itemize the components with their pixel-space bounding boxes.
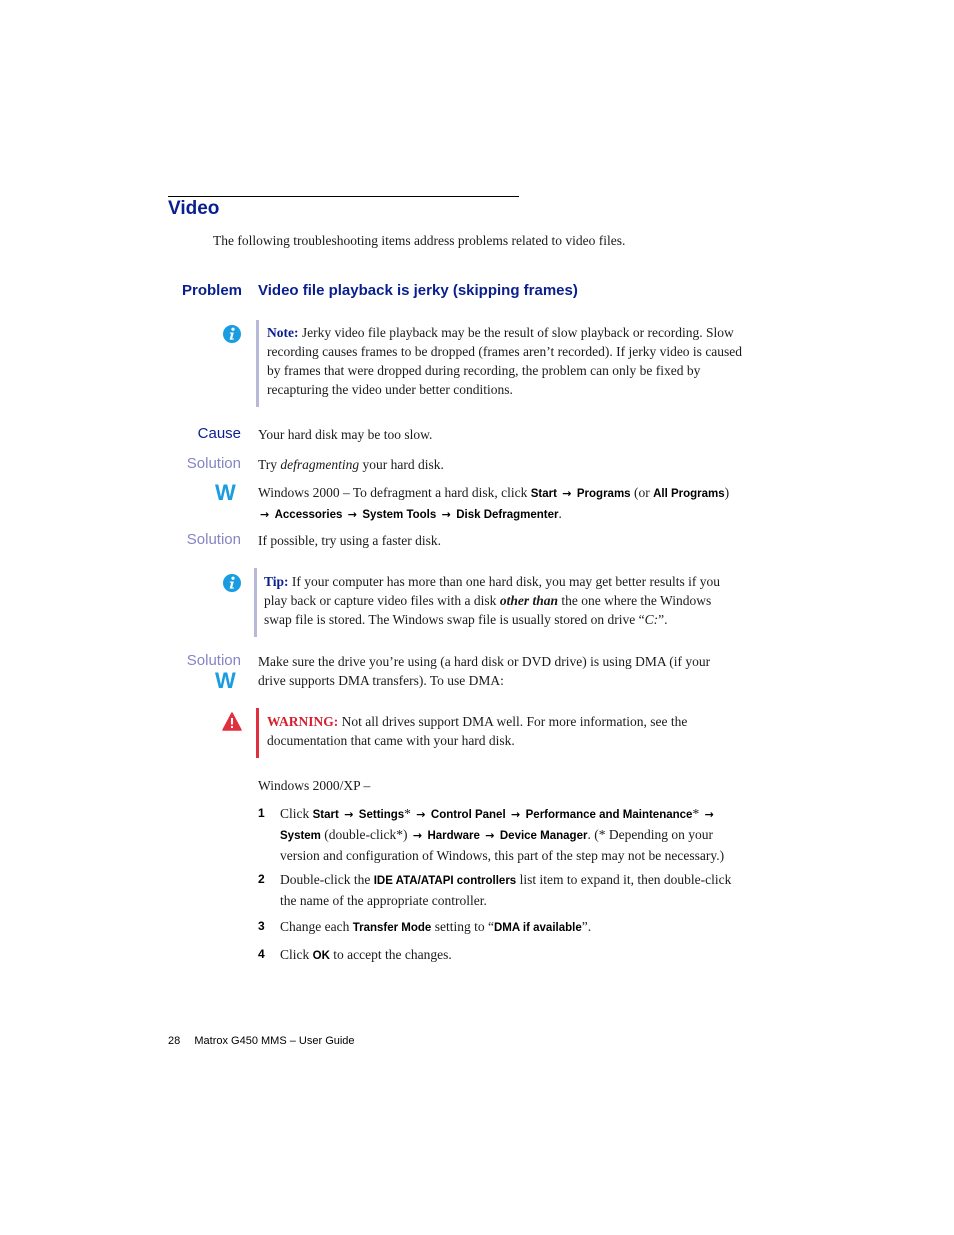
- system-tools-menu-ref: System Tools: [362, 509, 437, 521]
- or-text: (or: [633, 485, 650, 500]
- warning-lead: WARNING:: [267, 714, 339, 729]
- step3-post: ”.: [581, 919, 592, 934]
- double-click-note: (double-click*): [324, 827, 408, 842]
- device-manager-ref: Device Manager: [499, 830, 588, 842]
- step4-post: to accept the changes.: [333, 947, 452, 962]
- tip-part1: If your computer has more than one hard disk, you may get better results if you play back or capture video files with a disk: [264, 574, 721, 608]
- period: .: [558, 506, 562, 521]
- accessories-menu-ref: Accessories: [274, 509, 343, 521]
- performance-maintenance-ref: Performance and Maintenance: [525, 809, 693, 821]
- cause-text: Your hard disk may be too slow.: [258, 427, 433, 442]
- settings-menu-ref: Settings: [358, 809, 405, 821]
- step1-click: Click: [280, 806, 310, 821]
- arrow-icon: →: [416, 808, 426, 821]
- disk-defragmenter-menu-ref: Disk Defragmenter: [456, 509, 559, 521]
- arrow-icon: →: [562, 487, 572, 500]
- info-icon: [222, 324, 242, 344]
- transfer-mode-ref: Transfer Mode: [352, 922, 432, 934]
- arrow-icon: →: [511, 808, 521, 821]
- windows-icon: W: [215, 480, 235, 505]
- solution-label-2: Solution: [186, 531, 241, 548]
- tip-bar: [254, 568, 257, 637]
- start-menu-ref: Start: [530, 488, 557, 500]
- guide-title: Matrox G450 MMS – User Guide: [194, 1035, 355, 1047]
- windows-icon: W: [215, 668, 235, 693]
- intro-text: The following troubleshooting items address problems related to video files.: [213, 233, 626, 248]
- step-number-1: 1: [258, 806, 265, 820]
- warning-icon: [222, 712, 242, 731]
- arrow-icon: →: [704, 808, 714, 821]
- step-3: [280, 917, 742, 938]
- win2000-os: Windows 2000: [258, 485, 340, 500]
- solution1-rest: your hard disk.: [362, 457, 444, 472]
- step3-mid: setting to “: [434, 919, 494, 934]
- arrow-icon: →: [344, 808, 354, 821]
- arrow-icon: →: [441, 508, 451, 521]
- step2-post: list item to expand it, then double-click the name of the appropriate controller.: [280, 872, 732, 908]
- warning-bar: [256, 708, 259, 758]
- solution-text-2: If possible, try using a faster disk.: [258, 533, 441, 548]
- asterisk: *: [404, 806, 411, 821]
- problem-label: Problem: [182, 282, 243, 299]
- step3-pre: Change each: [280, 919, 350, 934]
- solution-label-3: Solution: [186, 652, 241, 669]
- note-box: [267, 323, 745, 399]
- info-icon: [222, 573, 242, 593]
- tip-drive: C:: [644, 612, 659, 627]
- tip-italic: other than: [499, 593, 558, 608]
- arrow-icon: →: [347, 508, 357, 521]
- tip-lead: Tip:: [264, 574, 289, 589]
- note-lead: Note:: [267, 325, 299, 340]
- arrow-icon: →: [412, 829, 423, 842]
- start-menu-ref: Start: [312, 809, 339, 821]
- step-4: [280, 945, 742, 966]
- note-bar: [256, 320, 259, 407]
- problem-title: Video file playback is jerky (skipping frames): [258, 282, 578, 299]
- arrow-icon: →: [485, 829, 495, 842]
- dma-value-ref: DMA if available: [493, 922, 582, 934]
- warning-box: [267, 712, 737, 750]
- control-panel-ref: Control Panel: [430, 809, 506, 821]
- tip-box: [264, 572, 742, 629]
- solution1-italic: defragmenting: [280, 457, 360, 472]
- hardware-tab-ref: Hardware: [427, 830, 480, 842]
- ide-controllers-ref: IDE ATA/ATAPI controllers: [373, 875, 517, 887]
- step-number-4: 4: [258, 947, 265, 961]
- winxp-heading: Windows 2000/XP –: [258, 778, 371, 793]
- asterisk: *: [692, 806, 700, 821]
- system-ref: System: [280, 830, 321, 842]
- step-number-3: 3: [258, 919, 265, 933]
- solution-text-1: [258, 455, 444, 474]
- step1-rest: . (* Depending on your version and configuration of Windows, this part of the step may not be necessary.): [280, 827, 725, 863]
- tip-part2: the one where the Windows swap file is stored. The Windows swap file is usually stored on drive “: [264, 593, 712, 627]
- tip-part3: ”.: [658, 612, 668, 627]
- section-title: Video: [168, 198, 220, 219]
- step2-pre: Double-click the: [280, 872, 371, 887]
- win2000-dash: – To defragment a hard disk, click: [339, 485, 528, 500]
- section-rule: [168, 196, 519, 197]
- page-footer: [168, 1035, 355, 1047]
- step4-pre: Click: [280, 947, 310, 962]
- solution1-try: Try: [258, 457, 278, 472]
- step-1: [280, 804, 742, 865]
- solution-label-1: Solution: [186, 455, 241, 472]
- note-text: Jerky video file playback may be the result of slow playback or recording. Slow recording causes frames to be dropped (frames aren’t recorded). If jerky video is caused by frames that were dropped during recording, the problem can only be fixed by recapturing the video under better conditions.: [267, 325, 743, 397]
- solution-text-3: Make sure the drive you’re using (a hard disk or DVD drive) is using DMA (if your drive supports DMA transfers). To use DMA:: [258, 654, 711, 688]
- page-number: 28: [168, 1035, 181, 1047]
- win2000-instructions: [258, 483, 738, 525]
- warning-text: Not all drives support DMA well. For more information, see the documentation that came with your hard disk.: [267, 714, 688, 748]
- step-2: [280, 870, 745, 910]
- ok-button-ref: OK: [312, 950, 330, 962]
- step-number-2: 2: [258, 872, 265, 886]
- programs-menu-ref: Programs: [576, 488, 631, 500]
- all-programs-menu-ref: All Programs: [653, 488, 725, 500]
- arrow-icon: →: [260, 508, 270, 521]
- cause-label: Cause: [197, 425, 241, 442]
- close-paren: ): [724, 485, 730, 500]
